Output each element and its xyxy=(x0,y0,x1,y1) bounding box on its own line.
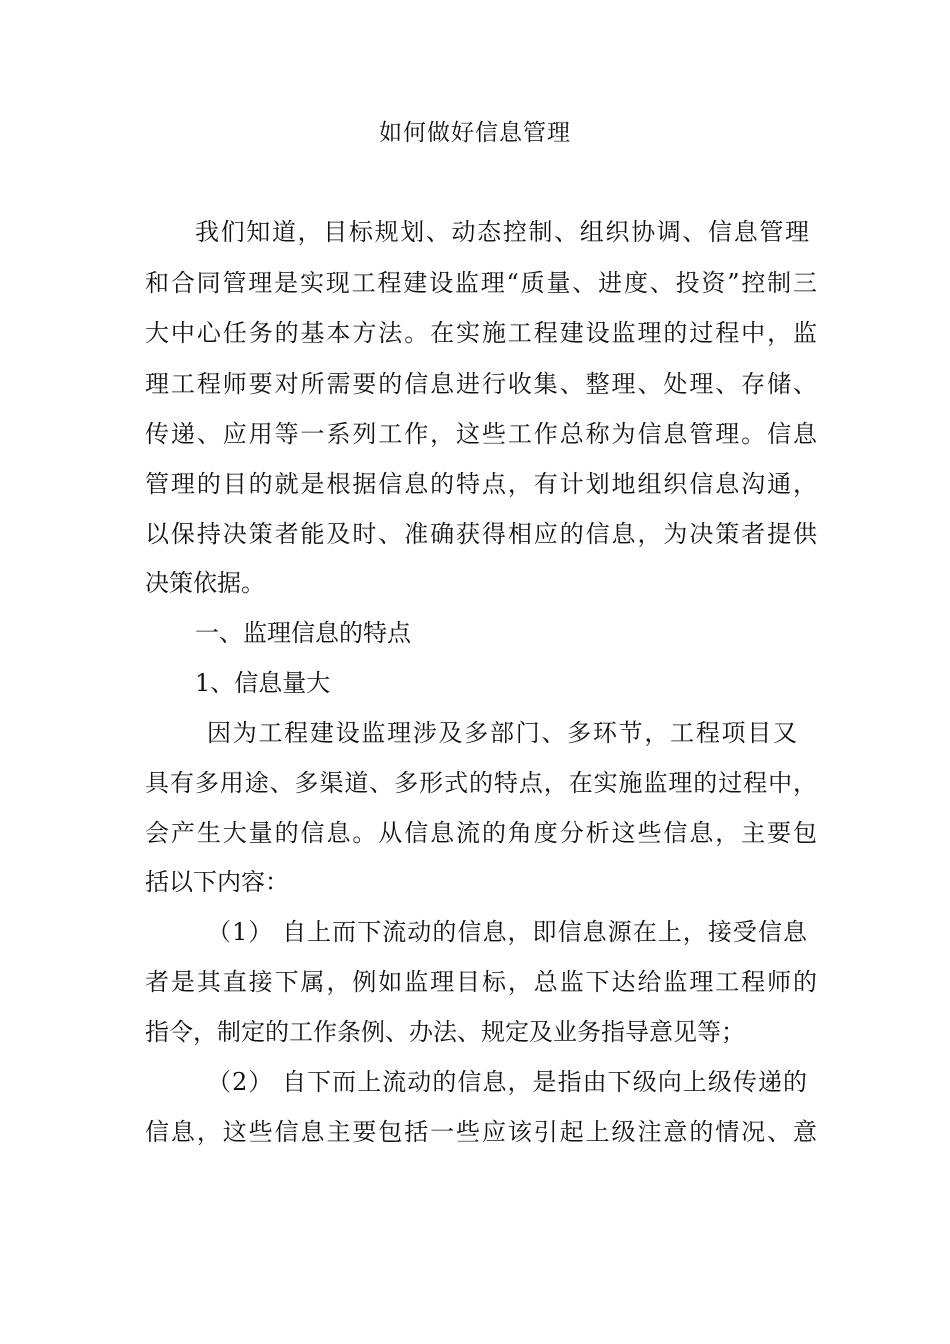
paragraph-line: 因为工程建设监理涉及多部门、多环节，工程项目又 xyxy=(207,719,797,747)
paragraph-line: 我们知道，目标规划、动态控制、组织协调、信息管理 xyxy=(195,218,809,246)
list-item-line: （2） 自下而上流动的信息，是指由下级向上级传递的 xyxy=(207,1068,807,1096)
paragraph-line: 理工程师要对所需要的信息进行收集、整理、处理、存储、 xyxy=(145,370,817,398)
paragraph-line: 和合同管理是实现工程建设监理“质量、进度、投资”控制三 xyxy=(145,269,817,297)
paragraph-line: 传递、应用等一系列工作，这些工作总称为信息管理。信息 xyxy=(145,420,817,448)
paragraph-line: 管理的目的就是根据信息的特点，有计划地组织信息沟通， xyxy=(145,470,817,498)
subsection-heading: 1、信息量大 xyxy=(195,669,331,697)
list-item-line: （1） 自上而下流动的信息，即信息源在上，接受信息 xyxy=(207,918,807,946)
paragraph-line: 括以下内容： xyxy=(145,868,289,896)
section-heading: 一、监理信息的特点 xyxy=(195,619,411,647)
list-item-line: 者是其直接下属，例如监理目标，总监下达给监理工程师的 xyxy=(145,968,817,996)
paragraph-line: 决策依据。 xyxy=(145,569,265,597)
document-title: 如何做好信息管理 xyxy=(379,120,571,146)
paragraph-line: 以保持决策者能及时、准确获得相应的信息，为决策者提供 xyxy=(145,520,817,548)
paragraph-line: 大中心任务的基本方法。在实施工程建设监理的过程中，监 xyxy=(145,319,817,347)
list-item-line: 信息，这些信息主要包括一些应该引起上级注意的情况、意 xyxy=(145,1118,817,1146)
paragraph-line: 具有多用途、多渠道、多形式的特点，在实施监理的过程中， xyxy=(145,769,817,797)
paragraph-line: 会产生大量的信息。从信息流的角度分析这些信息，主要包 xyxy=(145,819,817,847)
list-item-line: 指令，制定的工作条例、办法、规定及业务指导意见等； xyxy=(145,1018,745,1046)
